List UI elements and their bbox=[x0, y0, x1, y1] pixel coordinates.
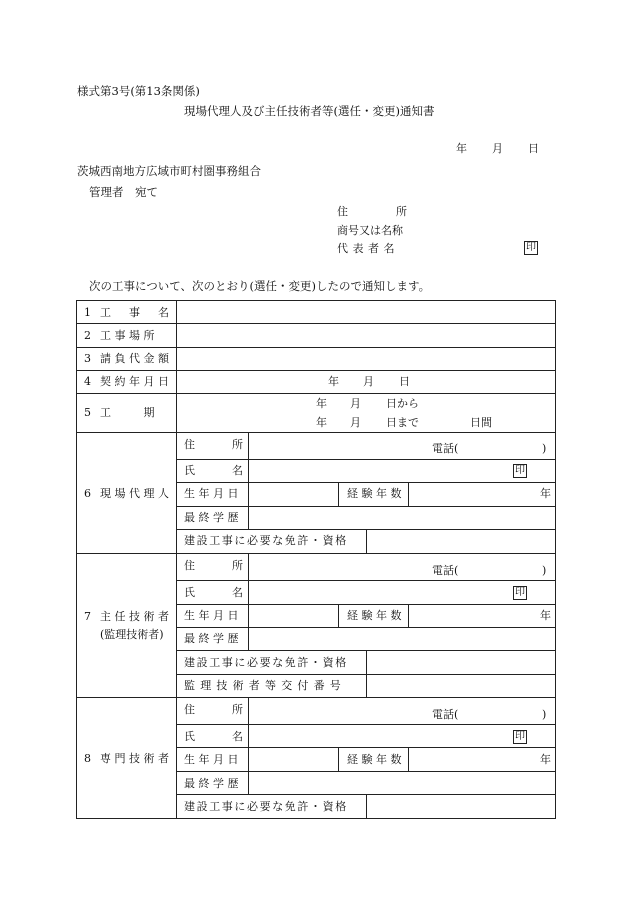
period-to-day: 日まで bbox=[386, 416, 419, 429]
intro-text: 次の工事について、次のとおり(選任・変更)したので通知します。 bbox=[89, 279, 431, 293]
row-2-label: 工事場所 bbox=[100, 329, 158, 342]
person-7-label: 主任技術者 bbox=[100, 610, 173, 623]
form-number: 様式第3号(第13条関係) bbox=[77, 84, 200, 98]
p8-address-label-1: 住 bbox=[184, 703, 195, 716]
addressee-recipient: 管理者 宛て bbox=[89, 185, 158, 199]
period-days: 日間 bbox=[470, 416, 492, 429]
row-4-number: 4 bbox=[84, 375, 91, 388]
p7-name-label-2: 名 bbox=[232, 586, 243, 599]
p7-years-unit: 年 bbox=[540, 609, 551, 622]
person-8-number: 8 bbox=[84, 752, 91, 765]
p7-experience-label: 経験年数 bbox=[347, 609, 405, 622]
p6-experience-label: 経験年数 bbox=[347, 487, 405, 500]
row-1-number: 1 bbox=[84, 306, 91, 319]
p8-years-unit: 年 bbox=[540, 753, 551, 766]
period-from-year: 年 bbox=[316, 397, 327, 410]
p6-seal-stamp: 印 bbox=[515, 465, 525, 476]
p7-license-label: 建設工事に必要な免許・資格 bbox=[184, 656, 348, 669]
row-4-label: 契約年月日 bbox=[100, 375, 173, 388]
row-2-number: 2 bbox=[84, 329, 91, 342]
period-to-month: 月 bbox=[350, 416, 361, 429]
p6-phone-close: ) bbox=[542, 442, 547, 455]
p8-education-label: 最終学歴 bbox=[184, 777, 242, 790]
p8-phone-open: 電話( bbox=[432, 708, 459, 721]
p6-birthdate-label: 生年月日 bbox=[184, 487, 242, 500]
row-5-label: 工 期 bbox=[100, 406, 158, 419]
person-6-label: 現場代理人 bbox=[100, 487, 173, 500]
p7-supervisor-cert-label: 監理技術者等交付番号 bbox=[184, 679, 346, 692]
contract-year-label: 年 bbox=[328, 375, 339, 388]
date-day-label: 日 bbox=[528, 142, 539, 155]
p7-address-label-2: 所 bbox=[232, 559, 243, 572]
row-1-label: 工 事 名 bbox=[100, 306, 173, 319]
period-from-day: 日から bbox=[386, 397, 419, 410]
period-from-month: 月 bbox=[350, 397, 361, 410]
person-6-number: 6 bbox=[84, 487, 91, 500]
p7-seal-stamp: 印 bbox=[515, 587, 525, 598]
sender-trade-name-label: 商号又は名称 bbox=[337, 224, 403, 237]
p6-address-label-1: 住 bbox=[184, 438, 195, 451]
person-8-label: 専門技術者 bbox=[100, 752, 173, 765]
p8-experience-label: 経験年数 bbox=[347, 753, 405, 766]
p8-name-label-2: 名 bbox=[232, 730, 243, 743]
p6-license-label: 建設工事に必要な免許・資格 bbox=[184, 534, 348, 547]
p7-phone-open: 電話( bbox=[432, 564, 459, 577]
row-5-number: 5 bbox=[84, 406, 91, 419]
p6-education-label: 最終学歴 bbox=[184, 511, 242, 524]
person-7-sublabel: (監理技術者) bbox=[100, 628, 164, 641]
addressee-organization: 茨城西南地方広域市町村圏事務組合 bbox=[77, 164, 261, 178]
p7-phone-close: ) bbox=[542, 564, 547, 577]
p7-birthdate-label: 生年月日 bbox=[184, 609, 242, 622]
row-3-number: 3 bbox=[84, 352, 91, 365]
date-month-label: 月 bbox=[492, 142, 503, 155]
sender-representative-label: 代表者名 bbox=[337, 242, 399, 255]
sender-address-label-1: 住 bbox=[337, 205, 348, 218]
p7-education-label: 最終学歴 bbox=[184, 632, 242, 645]
p8-address-label-2: 所 bbox=[232, 703, 243, 716]
p8-name-label-1: 氏 bbox=[184, 730, 195, 743]
period-to-year: 年 bbox=[316, 416, 327, 429]
contract-day-label: 日 bbox=[399, 375, 410, 388]
p8-seal-stamp: 印 bbox=[515, 731, 525, 742]
p7-address-label-1: 住 bbox=[184, 559, 195, 572]
p6-name-label-1: 氏 bbox=[184, 464, 195, 477]
p8-license-label: 建設工事に必要な免許・資格 bbox=[184, 800, 348, 813]
contract-month-label: 月 bbox=[363, 375, 374, 388]
p6-years-unit: 年 bbox=[540, 487, 551, 500]
row-3-label: 請負代金額 bbox=[100, 352, 173, 365]
p8-phone-close: ) bbox=[542, 708, 547, 721]
date-year-label: 年 bbox=[456, 142, 467, 155]
p8-birthdate-label: 生年月日 bbox=[184, 753, 242, 766]
sender-address-label-2: 所 bbox=[396, 205, 407, 218]
p6-phone-open: 電話( bbox=[432, 442, 459, 455]
p7-name-label-1: 氏 bbox=[184, 586, 195, 599]
document-title: 現場代理人及び主任技術者等(選任・変更)通知書 bbox=[184, 104, 435, 118]
p6-name-label-2: 名 bbox=[232, 464, 243, 477]
person-7-number: 7 bbox=[84, 610, 91, 623]
seal-stamp: 印 bbox=[526, 242, 536, 253]
p6-address-label-2: 所 bbox=[232, 438, 243, 451]
